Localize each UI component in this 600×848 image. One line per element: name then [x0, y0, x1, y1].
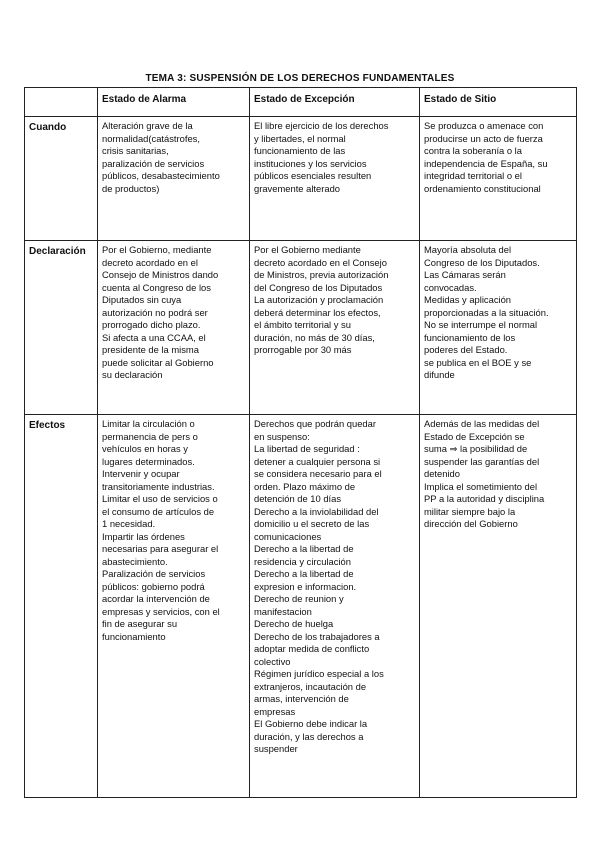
cell-text-line: funcionamiento de los — [424, 331, 516, 343]
cell-text-line: duración, y las derechos a — [254, 730, 364, 742]
cell-declaracion-alarma — [98, 241, 250, 415]
cell-cuando-sitio — [420, 117, 577, 241]
cell-text-line: Diputados sin cuya — [102, 294, 182, 305]
row-label-declaracion: Declaración — [25, 241, 98, 415]
cell-text-line: públicos, desabastecimiento — [102, 170, 220, 181]
cell-text-line: del Congreso de los Diputados — [254, 281, 383, 293]
cell-text-line: difunde — [424, 369, 455, 380]
cell-text-line: públicos: gobierno podrá — [102, 580, 205, 592]
header-excepcion: Estado de Excepción — [250, 88, 420, 117]
cell-text-line: suma ⇒ la posibilidad de — [424, 443, 528, 454]
cell-declaracion-excepcion — [250, 241, 420, 415]
cell-text-line: cuenta al Congreso de los — [102, 281, 211, 293]
cell-text-line: independencia de España, su — [424, 157, 548, 169]
cell-text-line: producirse un acto de fuerza — [424, 132, 543, 144]
cell-text-line: colectivo — [254, 655, 291, 667]
cell-text-line: instituciones y los servicios — [254, 157, 367, 169]
cell-text-line: proporcionadas a la situación. — [424, 306, 549, 318]
cell-text-line: decreto acordado en el Consejo — [254, 256, 387, 268]
cell-text-line: duración, no más de 30 días, — [254, 331, 375, 343]
cell-text-line: El libre ejercicio de los derechos — [254, 120, 389, 131]
cell-text-line: dirección del Gobierno — [424, 518, 518, 529]
cell-text-line: Se produzca o amenace con — [424, 120, 544, 131]
cell-text-line: Además de las medidas del — [424, 418, 540, 429]
cell-cuando-alarma — [98, 117, 250, 241]
cell-text-line: 1 necesidad. — [102, 518, 156, 529]
cell-text-line: Derecho a la inviolabilidad del — [254, 505, 379, 517]
table-header-row — [25, 88, 577, 117]
cell-text-line: su declaración — [102, 369, 163, 380]
cell-text-line: se considera necesario para el — [254, 468, 382, 479]
cell-text-line: lugares determinados. — [102, 455, 195, 467]
cell-text-line: contra la soberanía o la — [424, 145, 522, 156]
cell-text-line: empresas y servicios, con el — [102, 605, 220, 617]
header-alarma: Estado de Alarma — [98, 88, 250, 117]
cell-text-line: presidente de la misma — [102, 344, 199, 355]
cell-text-line: Alteración grave de la — [102, 120, 193, 131]
cell-text-line: gravemente alterado — [254, 182, 340, 194]
cell-cuando-excepcion — [250, 117, 420, 241]
cell-text-line: La autorización y proclamación — [254, 294, 384, 305]
cell-text-line: Limitar la circulación o — [102, 418, 195, 429]
row-label-efectos: Efectos — [25, 415, 98, 798]
table-row-efectos — [25, 415, 577, 798]
cell-text-line: se publica en el BOE y se — [424, 356, 532, 368]
cell-text-line: Impartir las órdenes — [102, 530, 185, 542]
header-corner — [25, 88, 98, 117]
cell-text-line: Derechos que podrán quedar — [254, 418, 376, 429]
cell-text-line: adoptar medida de conflicto — [254, 643, 370, 654]
cell-text-line: de productos) — [102, 182, 160, 194]
header-sitio: Estado de Sitio — [420, 88, 577, 117]
cell-text-line: Estado de Excepción se — [424, 430, 525, 442]
cell-text-line: Derecho a la libertad de — [254, 543, 354, 554]
cell-text-line: prorrogable por 30 más — [254, 344, 352, 355]
cell-text-line: convocadas. — [424, 281, 477, 293]
cell-text-line: PP a la autoridad y disciplina — [424, 493, 545, 504]
cell-text-line: suspender las garantías del — [424, 455, 540, 467]
cell-text-line: el consumo de artículos de — [102, 505, 215, 517]
cell-text-line: el ámbito territorial y su — [254, 319, 351, 330]
cell-text-line: domicilio u el secreto de las — [254, 518, 370, 529]
cell-text-line: fin de asegurar su — [102, 618, 178, 629]
cell-text-line: puede solicitar al Gobierno — [102, 356, 214, 368]
cell-text-line: en suspenso: — [254, 430, 310, 442]
cell-text-line: necesarias para asegurar el — [102, 543, 219, 554]
cell-text-line: poderes del Estado. — [424, 344, 508, 355]
cell-text-line: El Gobierno debe indicar la — [254, 718, 368, 729]
cell-efectos-excepcion — [250, 415, 420, 798]
cell-text-line: paralización de servicios — [102, 157, 205, 169]
cell-text-line: Si afecta a una CCAA, el — [102, 331, 206, 343]
cell-text-line: Derecho de reunion y — [254, 593, 344, 604]
cell-text-line: vehículos en horas y — [102, 443, 188, 454]
cell-text-line: suspender — [254, 743, 298, 754]
cell-text-line: militar siempre bajo la — [424, 505, 516, 517]
cell-efectos-sitio — [420, 415, 577, 798]
cell-text-line: empresas — [254, 705, 296, 717]
cell-text-line: transitoriamente industrias. — [102, 480, 215, 492]
cell-text-line: deberá determinar los efectos, — [254, 306, 381, 318]
cell-text-line: funcionamiento — [102, 630, 166, 642]
cell-text-line: Las Cámaras serán — [424, 269, 506, 280]
cell-text-line: comunicaciones — [254, 530, 322, 542]
cell-text-line: manifestacion — [254, 605, 312, 617]
cell-text-line: autorización no podrá ser — [102, 306, 208, 318]
cell-text-line: crisis sanitarias, — [102, 145, 169, 156]
cell-text-line: expresion e informacion. — [254, 580, 357, 592]
cell-text-line: Derecho de huelga — [254, 618, 334, 629]
cell-text-line: Mayoría absoluta del — [424, 244, 512, 255]
cell-text-line: detener a cualquier persona si — [254, 455, 381, 467]
table-row-declaracion — [25, 241, 577, 415]
cell-text-line: Régimen jurídico especial a los — [254, 668, 384, 679]
cell-text-line: detención de 10 días — [254, 493, 342, 504]
cell-text-line: Intervenir y ocupar — [102, 468, 180, 479]
cell-text-line: integridad territorial o el — [424, 170, 522, 181]
cell-text-line: decreto acordado en el — [102, 256, 198, 268]
cell-text-line: permanencia de pers o — [102, 430, 198, 442]
cell-text-line: prorrogado dicho plazo. — [102, 319, 201, 330]
cell-text-line: ordenamiento constitucional — [424, 182, 541, 194]
cell-text-line: orden. Plazo máximo de — [254, 480, 356, 492]
cell-text-line: Implica el sometimiento del — [424, 480, 538, 492]
cell-declaracion-sitio — [420, 241, 577, 415]
cell-text-line: Derecho a la libertad de — [254, 568, 354, 579]
cell-text-line: Limitar el uso de servicios o — [102, 493, 218, 504]
cell-text-line: Medidas y aplicación — [424, 294, 512, 305]
cell-text-line: Por el Gobierno, mediante — [102, 244, 212, 255]
cell-efectos-alarma — [98, 415, 250, 798]
cell-text-line: Por el Gobierno mediante — [254, 244, 361, 255]
cell-text-line: y libertades, el normal — [254, 132, 346, 144]
cell-text-line: detenido — [424, 468, 460, 479]
cell-text-line: La libertad de seguridad : — [254, 443, 360, 454]
cell-text-line: armas, intervención de — [254, 693, 349, 704]
cell-text-line: públicos esenciales resulten — [254, 170, 372, 181]
cell-text-line: Derecho de los trabajadores a — [254, 630, 380, 642]
cell-text-line: No se interrumpe el normal — [424, 319, 538, 330]
cell-text-line: Consejo de Ministros dando — [102, 269, 219, 280]
cell-text-line: normalidad(catástrofes, — [102, 132, 200, 144]
cell-text-line: de Ministros, previa autorización — [254, 269, 389, 280]
cell-text-line: residencia y circulación — [254, 555, 351, 567]
table-row-cuando — [25, 117, 577, 241]
cell-text-line: Paralización de servicios — [102, 568, 206, 579]
cell-text-line: Congreso de los Diputados. — [424, 256, 540, 268]
cell-text-line: acordar la intervención de — [102, 593, 210, 604]
comparison-table — [24, 87, 577, 798]
document-title: TEMA 3: SUSPENSIÓN DE LOS DERECHOS FUNDAMENTALES — [145, 73, 455, 84]
cell-text-line: abastecimiento. — [102, 555, 168, 567]
row-label-cuando: Cuando — [25, 117, 98, 241]
cell-text-line: extranjeros, incautación de — [254, 680, 367, 692]
cell-text-line: funcionamiento de las — [254, 145, 346, 156]
